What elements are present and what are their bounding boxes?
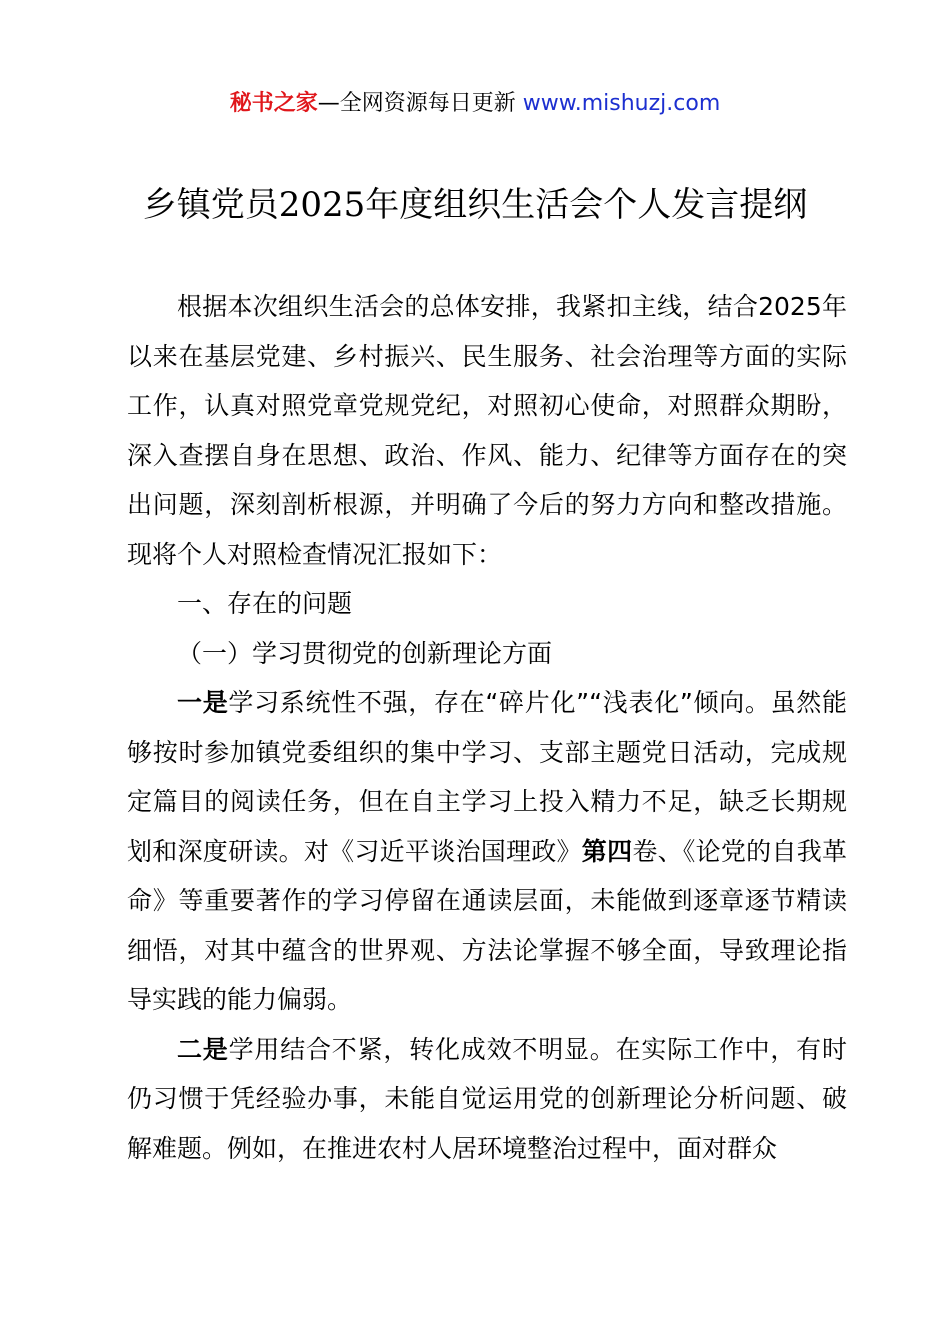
section-heading: 一、存在的问题 [177, 589, 353, 618]
subsection-heading: （一）学习贯彻党的创新理论方面 [177, 638, 553, 668]
site-slogan: —全网资源每日更新 [317, 91, 523, 116]
point-one-text-b: 卷、《论党的自我革命》等重要著作的学习停留在通读层面，未能做到逐章逐节精读细悟，对其中蕴含的世界观、方法论掌握不够全面，导致理论指导实践的能力偏弱。 [127, 836, 847, 1014]
intro-paragraph: 根据本次组织生活会的总体安排，我紧扣主线，结合2025年以来在基层党建、乡村振兴、民生服务、社会治理等方面的实际工作，认真对照党章党规党纪，对照初心使命，对照群众期盼，深入查摆自身在思想、政治、作风、能力、纪律等方面存在的突出问题，深刻剖析根源，并明确了今后的努力方向和整改措施。现将个人对照检查情况汇报如下： [127, 292, 847, 569]
document-body [127, 282, 847, 1173]
point-two-paragraph [127, 1025, 847, 1174]
point-one-text-a: 学习系统性不强，存在“碎片化”“浅表化”倾向。虽然能够按时参加镇党委组织的集中学习、支部主题党日活动，完成规定篇目的阅读任务，但在自主学习上投入精力不足，缺乏长期规划和深度研读。对《习近平谈治国理政》 [127, 688, 847, 866]
site-header [0, 84, 950, 124]
point-one-paragraph [127, 678, 847, 1025]
point-two-lead: 二是 [177, 1034, 229, 1064]
point-two-text: 学用结合不紧，转化成效不明显。在实际工作中，有时仍习惯于凭经验办事，未能自觉运用党的创新理论分析问题、破解难题。例如，在推进农村人居环境整治过程中，面对群众 [127, 1034, 847, 1163]
point-one-bold: 第四 [581, 836, 633, 866]
site-name: 秘书之家 [229, 91, 318, 116]
document-title: 乡镇党员2025年度组织生活会个人发言提纲 [142, 185, 808, 225]
site-url-link[interactable]: www.mishuzj.com [522, 91, 721, 116]
point-one-lead: 一是 [177, 688, 229, 717]
